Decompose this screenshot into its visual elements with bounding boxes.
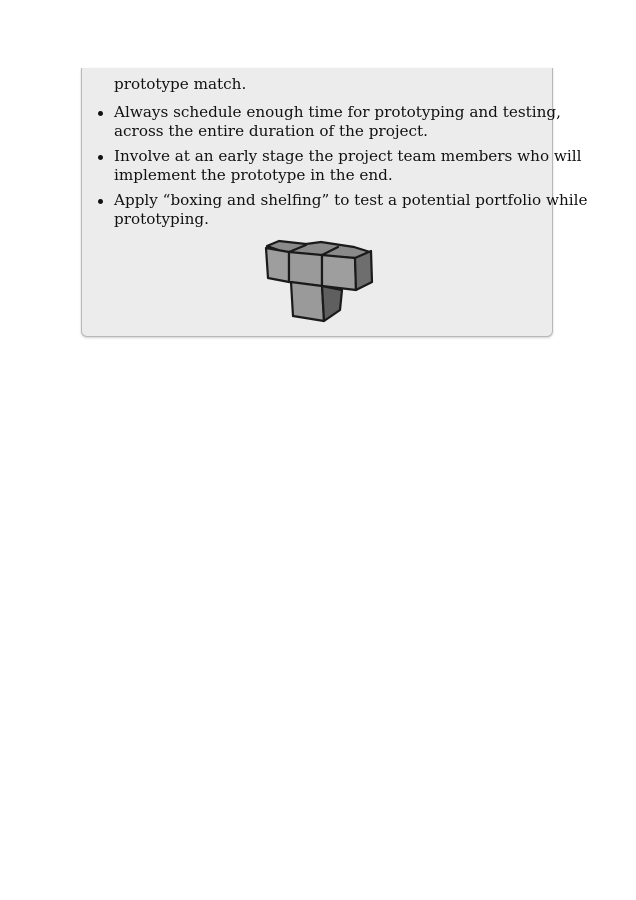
list-item-line: Always schedule enough time for prototyping and testing, — [114, 103, 561, 121]
list-item — [94, 147, 582, 185]
bullet-icon — [98, 155, 103, 160]
list-item-line: implement the prototype in the end. — [114, 166, 393, 184]
tips-list — [94, 103, 588, 235]
list-item — [94, 103, 561, 141]
list-item-line: Involve at an early stage the project team members who will — [114, 147, 582, 165]
bullet-icon — [98, 111, 103, 116]
list-item-line: Apply “boxing and shelfing” to test a potential portfolio while — [114, 191, 588, 209]
list-item-line: across the entire duration of the project. — [114, 122, 428, 140]
t-shaped-blocks-icon — [264, 238, 376, 324]
bullet-icon — [98, 199, 103, 204]
list-item-line: prototyping. — [114, 210, 209, 228]
continued-text: prototype match. — [114, 75, 247, 93]
list-item — [94, 191, 588, 229]
tip-box — [81, 68, 588, 337]
